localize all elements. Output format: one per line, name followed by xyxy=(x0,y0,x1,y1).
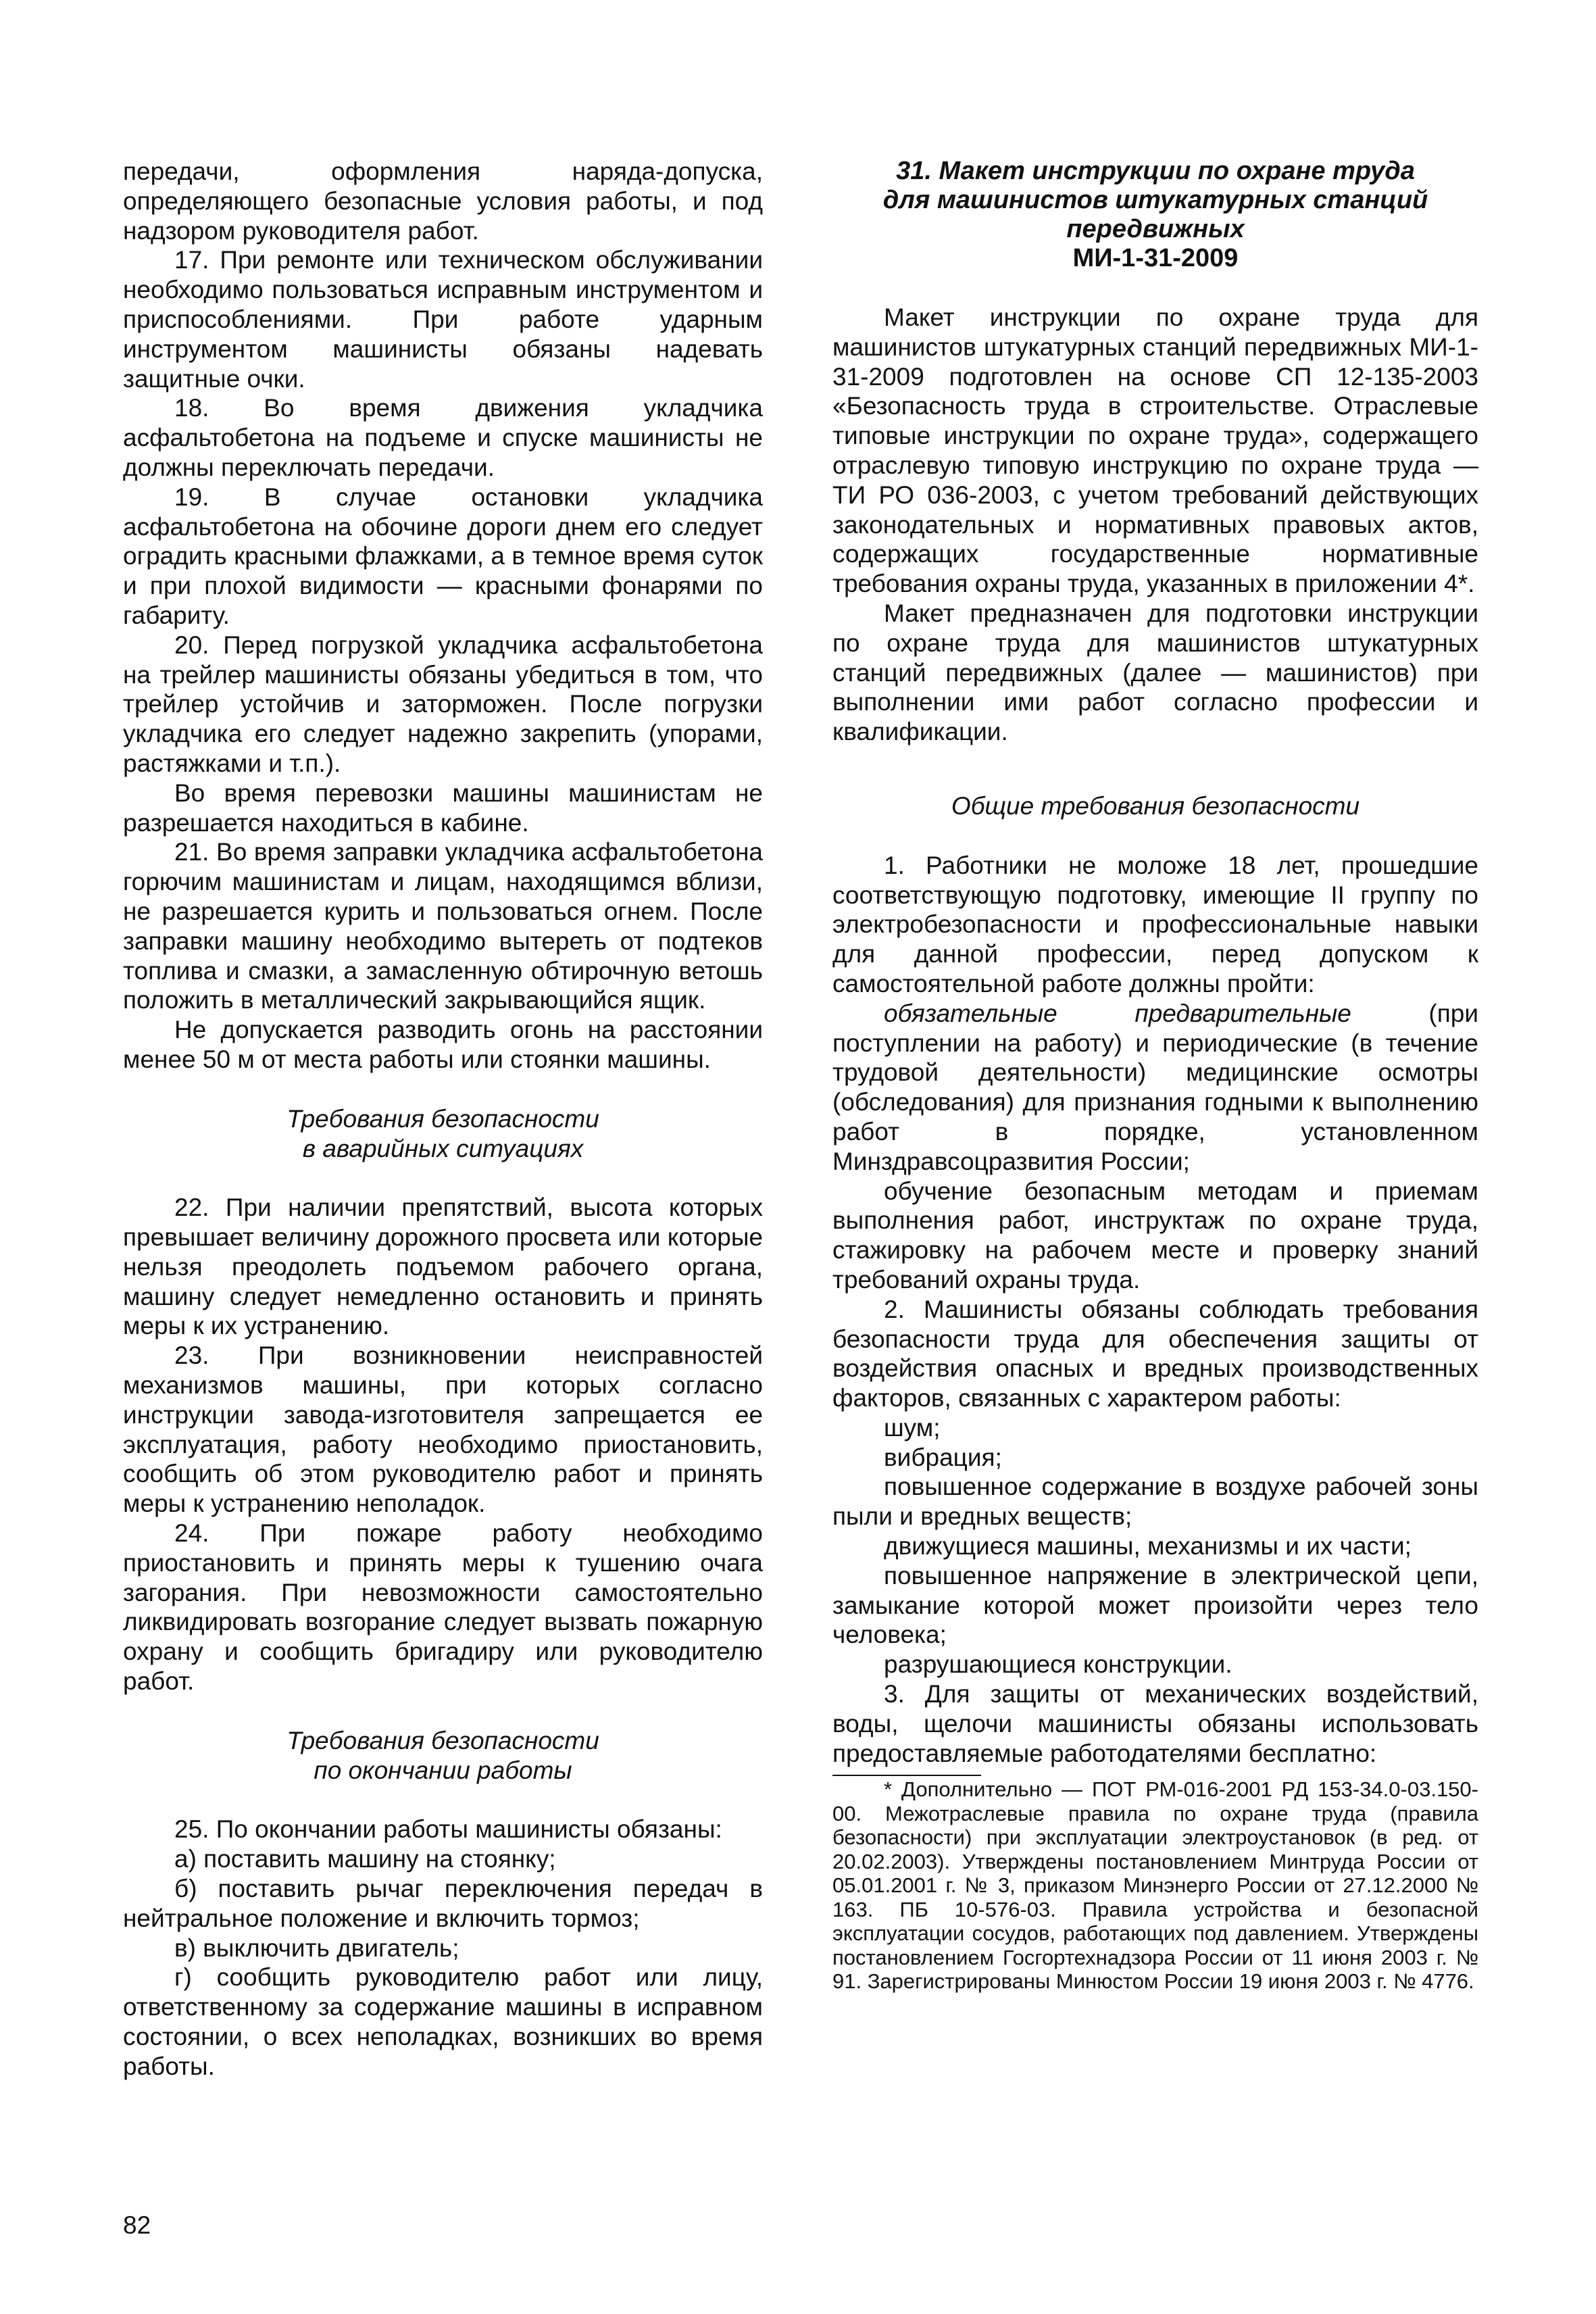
footnote: * Дополнительно — ПОТ РМ-016-2001 РД 153-34.0-03.150-00. Межотраслевые правила по охране труда (правила безопасности) при эксплуатации электроустановок (в ред. от 20.02.2003). Утверждены постановлением Минтруда России от 05.01.2001 г. № 3, приказом Минэнерго России от 27.12.2000 № 163. ПБ 10-576-03. Правила устройства и безопасной эксплуатации сосудов, работающих под давлением. Утверждены постановлением Госгортехнадзора России от 11 июня 2003 г. № 91. Зарегистрированы Минюстом России 19 июня 2003 г. № 4776. xyxy=(832,1777,1478,1994)
paragraph xyxy=(832,999,1478,1177)
paragraph: 18. Во время движения укладчика асфальтобетона на подъеме и спуске машинисты не должны переключать передачи. xyxy=(123,394,763,481)
list-item: повышенное напряжение в электрической цепи, замыкание которой может произойти через тело человека; xyxy=(832,1561,1478,1649)
right-column xyxy=(832,157,1478,1994)
paragraph-rest: (при поступлении на работу) и периодические (в течение трудовой деятельности) медицинские осмотры (обследования) для признания годными к выполнению работ в порядке, установленном Минздравсоцразвития России; xyxy=(832,999,1478,1175)
list-item: г) сообщить руководителю работ или лицу, ответственному за содержание машины в исправном состоянии, о всех неполадках, возникших во время работы. xyxy=(123,1963,763,2080)
paragraph: Макет предназначен для подготовки инструкции по охране труда для машинистов штукатурных станций передвижных (далее — машинистов) при выполнении ими работ согласно профессии и квалификации. xyxy=(832,599,1478,746)
paragraph: 23. При возникновении неисправностей механизмов машины, при которых согласно инструкции завода-изготовителя запрещается ее эксплуатация, работу необходимо приостановить, сообщить об этом руководителю работ и принять меры к устранению неполадок. xyxy=(123,1341,763,1518)
list-item: шум; xyxy=(884,1413,941,1442)
paragraph: Во время перевозки машины машинистам не разрешается находиться в кабине. xyxy=(123,779,763,837)
paragraph: 25. По окончании работы машинисты обязаны: xyxy=(174,1815,722,1844)
page-number: 82 xyxy=(123,2211,151,2239)
list-item: вибрация; xyxy=(884,1443,1002,1471)
paragraph: обучение безопасным методам и приемам выполнения работ, инструктаж по охране труда, стажировку на рабочем месте и проверку знаний требований охраны труда. xyxy=(832,1177,1478,1294)
footnote-divider xyxy=(832,1775,981,1776)
paragraph: 21. Во время заправки укладчика асфальтобетона горючим машинистам и лицам, находящимся вблизи, не разрешается курить и пользоваться огнем. После заправки машину необходимо вытереть от подтеков топлива и смазки, а замасленную обтирочную ветошь положить в металлический закрывающийся ящик. xyxy=(123,838,763,1014)
document-code: МИ-1-31-2009 xyxy=(1072,244,1239,272)
list-item: движущиеся машины, механизмы и их части; xyxy=(884,1532,1412,1560)
list-item: а) поставить машину на стоянку; xyxy=(174,1845,556,1873)
list-item: б) поставить рычаг переключения передач в нейтральное положение и включить тормоз; xyxy=(123,1875,763,1932)
left-column xyxy=(123,157,763,2082)
paragraph: 19. В случае остановки укладчика асфальтобетона на обочине дороги днем его следует оградить красными флажками, а в темное время суток и при плохой видимости — красными фонарями по габариту. xyxy=(123,483,763,629)
document-title-line1: 31. Макет инструкции по охране труда xyxy=(896,157,1415,185)
paragraph: 3. Для защиты от механических воздействий, воды, щелочи машинисты обязаны использовать предоставляемые работодателями бесплатно: xyxy=(832,1680,1478,1767)
paragraph: передачи, оформления наряда-допуска, определяющего безопасные условия работы, и под надзором руководителя работ. xyxy=(123,157,763,245)
emphasis: обязательные предварительные xyxy=(884,999,1351,1027)
section-heading-general: Общие требования безопасности xyxy=(951,791,1360,820)
paragraph: 17. При ремонте или техническом обслуживании необходимо пользоваться исправным инструментом и приспособлениями. При работе ударным инструментом машинисты обязаны надевать защитные очки. xyxy=(123,246,763,393)
paragraph: 20. Перед погрузкой укладчика асфальтобетона на трейлер машинисты обязаны убедиться в том, что трейлер устойчив и заторможен. После погрузки укладчика его следует надежно закрепить (упорами, растяжками и т.п.). xyxy=(123,631,763,777)
list-item: в) выключить двигатель; xyxy=(174,1934,459,1962)
section-heading-emergency-line1: Требования безопасности xyxy=(286,1104,599,1133)
section-heading-end-line1: Требования безопасности xyxy=(286,1726,599,1754)
document-title-line2: для машинистов штукатурных станций xyxy=(882,186,1428,214)
paragraph: Макет инструкции по охране труда для машинистов штукатурных станций передвижных МИ-1-31-2009 подготовлен на основе СП 12-135-2003 «Безопасность труда в строительстве. Отраслевые типовые инструкции по охране труда», содержащего отраслевую типовую инструкцию по охране труда — ТИ РО 036-2003, с учетом требований действующих законодательных и нормативных правовых актов, содержащих государственные нормативные требования охраны труда, указанных в приложении 4*. xyxy=(832,303,1478,598)
list-item: повышенное содержание в воздухе рабочей зоны пыли и вредных веществ; xyxy=(832,1473,1478,1531)
paragraph: 22. При наличии препятствий, высота которых превышает величину дорожного просвета или которые нельзя преодолеть подъемом рабочего органа, машину следует немедленно остановить и принять меры к их устранению. xyxy=(123,1193,763,1340)
section-heading-emergency-line2: в аварийных ситуациях xyxy=(302,1134,584,1162)
paragraph: 2. Машинисты обязаны соблюдать требования безопасности труда для обеспечения защиты от воздействия опасных и вредных производственных факторов, связанных с характером работы: xyxy=(832,1295,1478,1412)
section-heading-end-line2: по окончании работы xyxy=(314,1756,572,1784)
list-item: разрушающиеся конструкции. xyxy=(884,1650,1232,1679)
paragraph: Не допускается разводить огонь на расстоянии менее 50 м от места работы или стоянки машины. xyxy=(123,1016,763,1073)
document-title-line3: передвижных xyxy=(1066,215,1245,243)
paragraph: 24. При пожаре работу необходимо приостановить и принять меры к тушению очага загорания. При невозможности самостоятельно ликвидировать возгорание следует вызвать пожарную охрану и сообщить бригадиру или руководителю работ. xyxy=(123,1519,763,1696)
paragraph: 1. Работники не моложе 18 лет, прошедшие соответствующую подготовку, имеющие II группу по электробезопасности и профессиональные навыки для данной профессии, перед допуском к самостоятельной работе должны пройти: xyxy=(832,851,1478,998)
